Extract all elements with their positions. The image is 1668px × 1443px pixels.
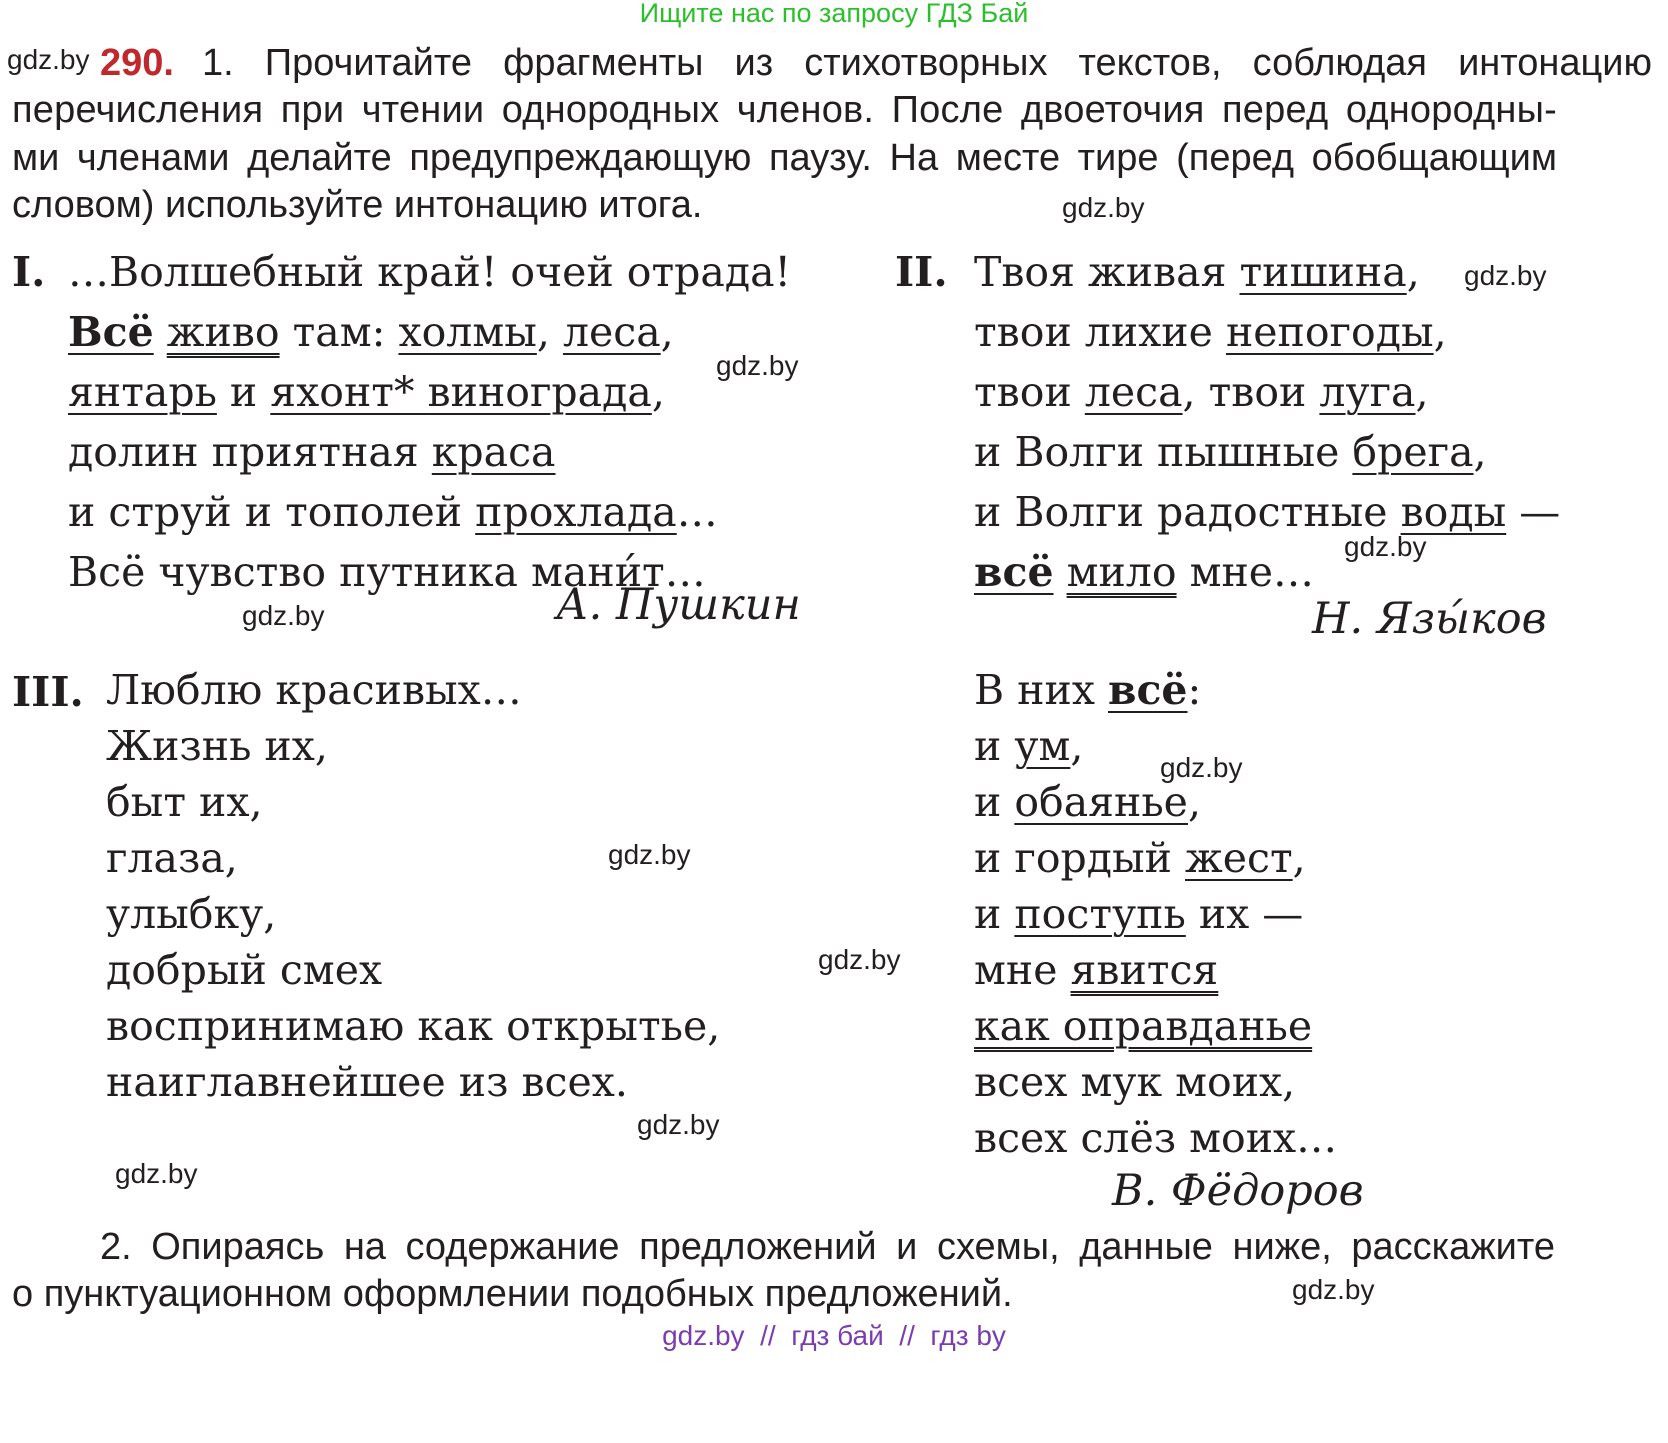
subject-word: воды — [1400, 488, 1507, 536]
poem-4-line-8: всех мук моих, — [974, 1058, 1296, 1106]
predicate-word: живо — [166, 308, 280, 356]
subject-word: брега — [1352, 428, 1474, 476]
poem-2-line-5: и Волги радостные воды — — [974, 488, 1561, 536]
poem-1-line-4: долин приятная краса — [68, 428, 556, 476]
watermark: gdz.by — [1344, 531, 1427, 562]
poem-1-line-6: Всё чувство путника мани́т… — [68, 548, 706, 596]
poem-4-author: В. Фёдоров — [1112, 1166, 1364, 1216]
subject-word: обаянье — [1014, 778, 1188, 826]
watermark: gdz.by — [1292, 1274, 1375, 1305]
task-part1-line1: 1. Прочитайте фрагменты из стихотворных текстов, соблюдая интонацию — [202, 42, 1652, 84]
poem-2-line-3: твои леса, твои луга, — [974, 368, 1429, 416]
poem-2-number: II. — [895, 248, 948, 296]
watermark: gdz.by — [1160, 752, 1243, 783]
task-part1-line3: ми членами делайте предупреждающую паузу. На месте тире (перед обобщающим — [12, 137, 1557, 179]
subject-word: поступь — [1014, 890, 1186, 938]
watermark: gdz.by — [115, 1158, 198, 1189]
poem-4-line-3: и обаянье, — [974, 778, 1201, 826]
poem-3-line-5: улыбку, — [106, 890, 277, 938]
subject-word: жест — [1185, 834, 1293, 882]
subject-word: краса — [431, 428, 556, 476]
subject-word: винограда — [427, 368, 652, 416]
poem-1-number: I. — [12, 248, 46, 296]
poem-2-line-2: твои лихие непогоды, — [974, 308, 1447, 356]
predicate-word: мило — [1066, 548, 1177, 596]
task-part2-line2: о пунктуационном оформлении подобных предложений. — [12, 1273, 1013, 1315]
poem-3-line-1: Люблю красивых… — [106, 666, 522, 714]
poem-3-line-4: глаза, — [106, 834, 238, 882]
poem-3-line-2: Жизнь их, — [106, 722, 328, 770]
poem-1-line-2: Всё живо там: холмы, леса, — [68, 308, 674, 356]
poem-1-line-1: …Волшебный край! очей отрада! — [68, 248, 792, 296]
footer-links[interactable]: gdz.by // гдз бай // гдз by — [662, 1320, 1006, 1351]
watermark: gdz.by — [242, 600, 325, 631]
subject-word: тишина — [1239, 248, 1407, 296]
watermark: gdz.by — [716, 350, 799, 381]
poem-4-line-2: и ум, — [974, 722, 1084, 770]
subject-word: яхонт* — [270, 368, 415, 416]
poem-4-line-7 — [974, 998, 1337, 1054]
poem-1-line-3: янтарь и яхонт* винограда, — [68, 368, 665, 416]
poem-3-line-3: быт их, — [106, 778, 263, 826]
subject-word: луга — [1319, 368, 1416, 416]
subject-word: янтарь — [68, 368, 217, 416]
poem-4-line-6: мне явится — [974, 946, 1219, 994]
poem-2-line-4: и Волги пышные брега, — [974, 428, 1487, 476]
poem-1-line-5: и струй и тополей прохлада… — [68, 488, 718, 536]
predicate-word: явится — [1070, 946, 1219, 994]
poem-3-line-6: добрый смех — [106, 946, 383, 994]
subject-word: всё — [974, 548, 1054, 596]
subject-word: холмы — [398, 308, 537, 356]
subject-word: всё — [1107, 666, 1188, 714]
poem-3 — [106, 662, 720, 1110]
task-part1-line2: перечисления при чтении однородных членов. После двоеточия перед однородны- — [12, 89, 1557, 131]
poem-4-line-9: всех слёз моих… — [974, 1114, 1338, 1162]
poem-4 — [974, 662, 1337, 1166]
poem-4-line-5: и поступь их — — [974, 890, 1304, 938]
poem-2-author: Н. Язы́ков — [1312, 594, 1547, 644]
poem-1 — [68, 242, 791, 602]
poem-2 — [974, 242, 1560, 602]
poem-3-line-8: наиглавнейшее из всех. — [106, 1058, 628, 1106]
subject-word: Всё — [68, 308, 154, 356]
poem-4-line-4: и гордый жест, — [974, 834, 1306, 882]
watermark: gdz.by — [7, 44, 90, 75]
poem-3-number: III. — [12, 668, 84, 716]
subject-word: леса — [562, 308, 661, 356]
task-number: 290. — [100, 42, 174, 84]
predicate-phrase: как оправданье — [974, 1002, 1313, 1050]
watermark: gdz.by — [818, 944, 901, 975]
poem-3-line-7: воспринимаю как открытье, — [106, 1002, 721, 1050]
poem-4-line-1: В них всё: — [974, 666, 1202, 714]
poem-2-line-1: Твоя живая тишина, — [974, 248, 1420, 296]
subject-word: ум — [1014, 722, 1071, 770]
subject-word: непогоды — [1225, 308, 1434, 356]
watermark: gdz.by — [637, 1109, 720, 1140]
task-part1-line4: словом) используйте интонацию итога. — [12, 184, 703, 226]
poem-2-line-6: всё мило мне… — [974, 548, 1315, 596]
poem-1-author: А. Пушкин — [556, 580, 801, 630]
subject-word: леса — [1084, 368, 1183, 416]
watermark: gdz.by — [1062, 192, 1145, 223]
watermark: gdz.by — [1464, 260, 1547, 291]
watermark: gdz.by — [608, 839, 691, 870]
task-part2-line1: 2. Опираясь на содержание предложений и схемы, данные ниже, расскажите — [100, 1226, 1555, 1268]
subject-word: прохлада — [475, 488, 677, 536]
top-banner[interactable]: Ищите нас по запросу ГДЗ Бай — [639, 0, 1029, 28]
